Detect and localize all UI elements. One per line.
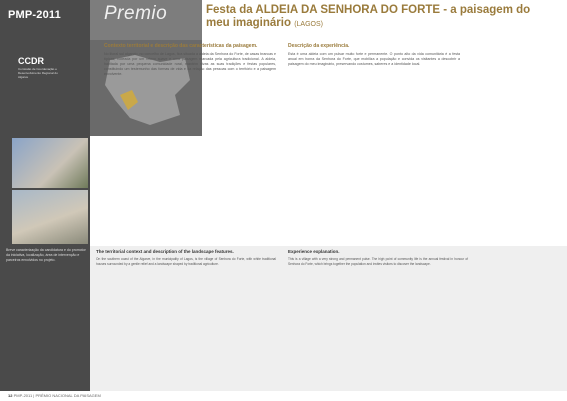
prize-code: PMP-2011 — [8, 9, 61, 21]
column-context-body: No litoral sul algarvio, no concelho de Lagos, fica situada a aldeia da Senhora do Forte, de casas brancas e típicas, rodeada por um relevo suave e uma paisagem marcada pela agricultura tradicional. A aldeia, habitada por uma pequena comunidade rural, mantém vivas as suas tradições e festas populares, constituindo um testemunho das formas de vida e da relação das pessoas com o território e a paisagem envolvente. — [104, 52, 276, 76]
logo-box — [0, 40, 90, 136]
page-number: 12 — [8, 393, 13, 398]
english-left-column — [96, 250, 276, 266]
english-left-heading: The territorial context and description of the landscape features. — [96, 249, 234, 254]
footer-label: PMP-2011 | PRÉMIO NACIONAL DA PAISAGEM — [13, 393, 101, 398]
page-title — [206, 4, 556, 31]
page-title-tag: (LAGOS) — [294, 21, 323, 28]
english-right-heading: Experience explanation. — [288, 249, 340, 254]
page-title-text: Festa da ALDEIA DA SENHORA DO FORTE - a paisagem do meu imaginário — [206, 4, 531, 29]
ccdr-logo: CCDR — [18, 56, 44, 66]
column-context-heading: Contexto territorial e descrição das características da paisagem. — [104, 43, 258, 49]
village-photo-2 — [12, 190, 88, 244]
ccdr-logo-sub: Comissão de Coordenação e Desenvolvimento Regional do Algarve — [18, 67, 58, 79]
footer-text — [8, 393, 101, 398]
column-experience-heading: Descrição da experiência. — [288, 43, 350, 49]
section-title: Premio — [104, 3, 168, 24]
column-experience-body: Esta é uma aldeia com um pulsar muito forte e permanente. O ponto alto da vida comunitária é a festa anual em honra da Senhora do Forte, que mobiliza a população e convida os visitantes a descobrir a paisagem do meu imaginário, preservando costumes, saberes e a identidade local. — [288, 52, 460, 66]
english-left-body: On the southern coast of the Algarve, in the municipality of Lagos, is the village of Senhora do Forte, with white traditional houses surrounded by a gentle relief and a landscape shaped by traditional agriculture. — [96, 257, 276, 266]
sidebar-text: Breve caracterização da candidatura e do promotor da iniciativa, localização, área de intervenção e parceiros envolvidos no projeto. — [6, 248, 86, 262]
column-context — [104, 44, 276, 77]
english-right-body: This is a village with a very strong and permanent pulse. The high point of community life is the annual festival in honour of Senhora do Forte, which brings together the population and invites visitors to discover the landscape. — [288, 257, 468, 266]
english-right-column — [288, 250, 468, 266]
english-section — [90, 246, 567, 391]
village-photo-1 — [12, 138, 88, 188]
column-experience — [288, 44, 460, 67]
